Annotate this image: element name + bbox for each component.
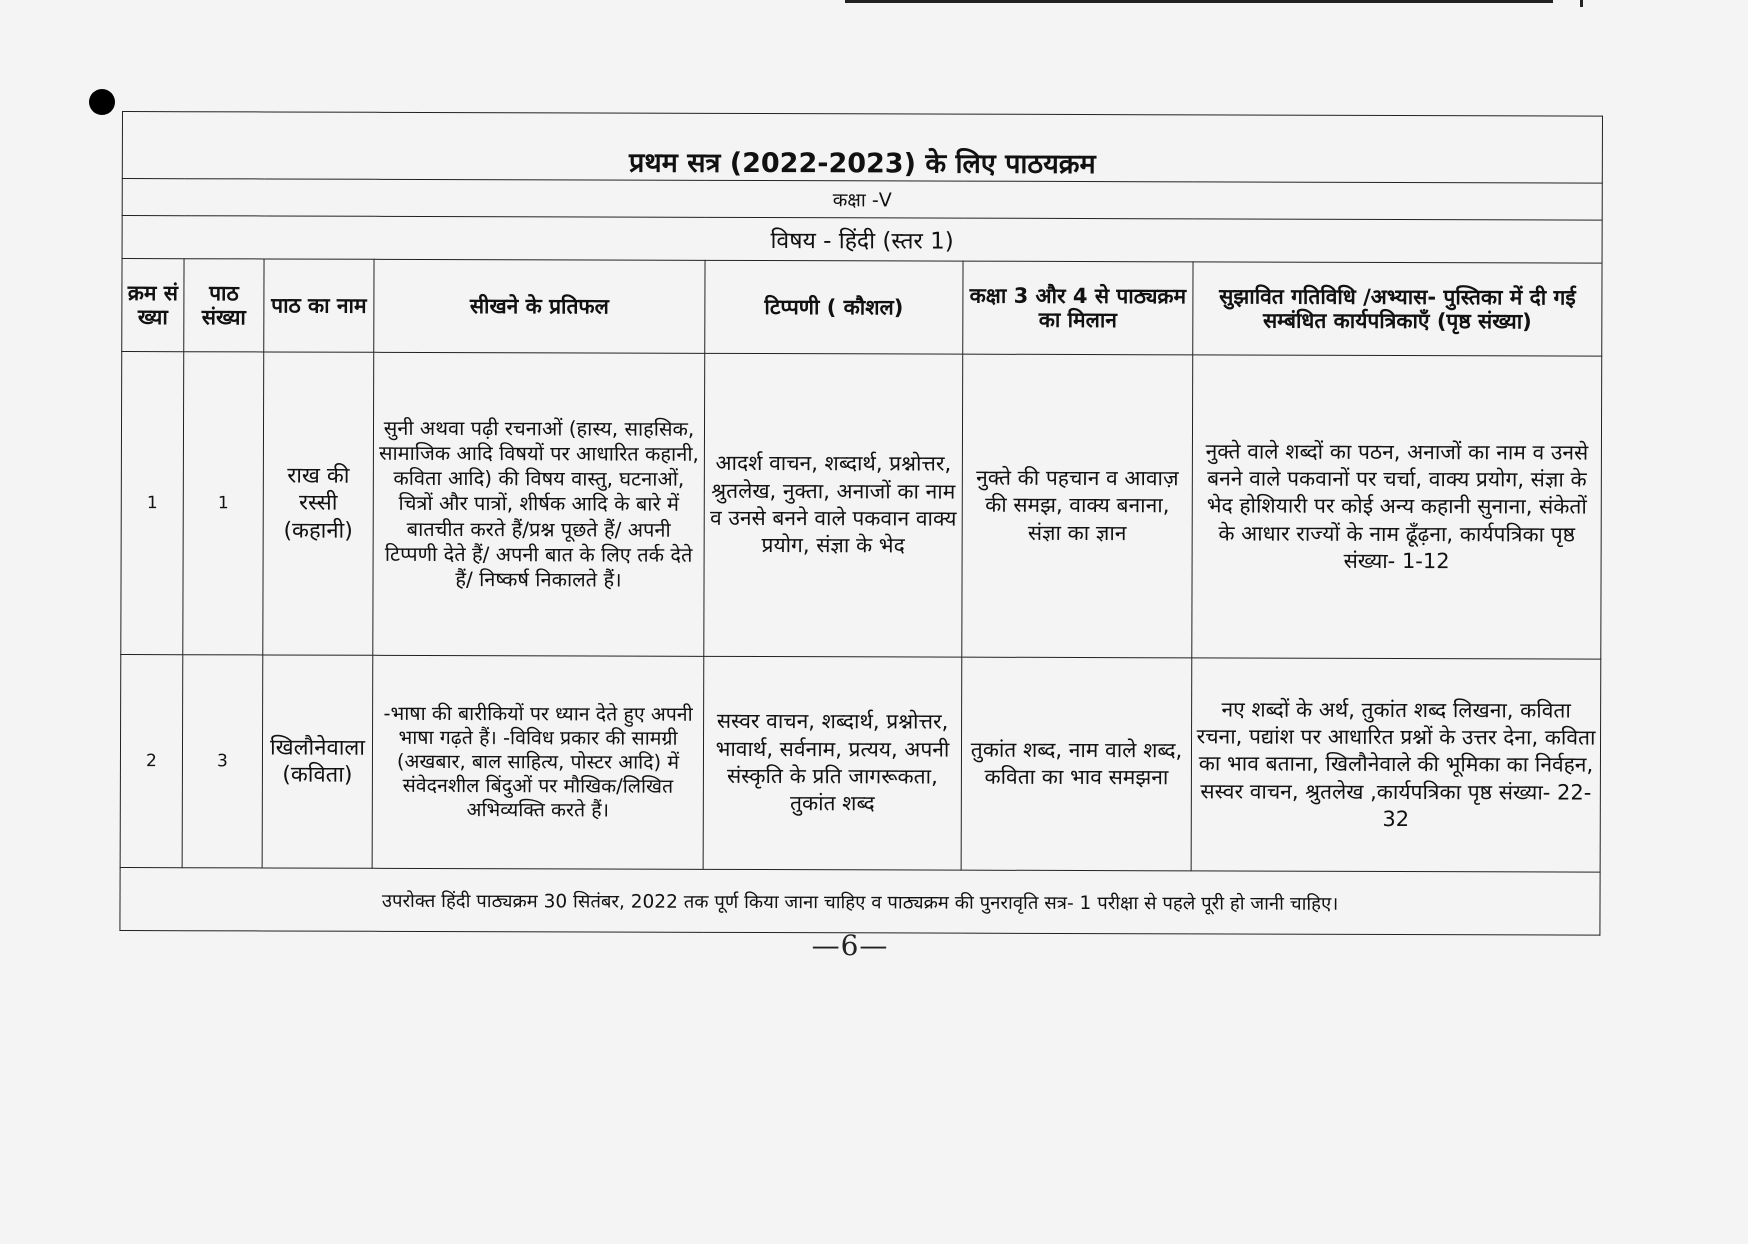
cell-serial: 2 [120,654,183,867]
subject-label: विषय - हिंदी (स्तर 1) [122,216,1602,264]
page-number: —6— [811,929,889,962]
cell-serial: 1 [121,352,184,655]
cell-lesson-number: 3 [182,655,263,868]
header-curriculum-mapping: कक्षा 3 और 4 से पाठ्यक्रम का मिलान [963,261,1193,355]
table-row [120,654,1601,872]
header-activities: सुझावित गतिविधि /अभ्यास- पुस्तिका में दी गई सम्बंधित कार्यपत्रिकाएँ (पृष्ठ संख्या) [1193,262,1602,356]
cell-lesson-name: खिलौनेवाला (कविता) [262,655,373,868]
header-remarks: टिप्पणी ( कौशल) [705,260,963,354]
syllabus-sheet [119,111,1602,934]
cell-remarks: सस्वर वाचन, शब्दार्थ, प्रश्नोत्तर, भावार्थ, सर्वनाम, प्रत्यय, अपनी संस्कृति के प्रति जागरूकता, तुकांत शब्द [703,656,962,870]
cell-remarks: आदर्श वाचन, शब्दार्थ, प्रश्नोत्तर, श्रुतलेख, नुक्ता, अनाजों का नाम व उनसे बनने वाले पकवान वाक्य प्रयोग, संज्ञा के भेद [704,353,963,657]
title-row [122,112,1602,184]
cell-learning-outcomes: सुनी अथवा पढ़ी रचनाओं (हास्य, साहसिक, सामाजिक आदि विषयों पर आधारित कहानी, कविता आदि) की विषय वास्तु, घटनाओं, चित्रों और पात्रों, शीर्षक आदि के बारे में बातचीत करते हैं/प्रश्न पूछते हैं/ अपनी टिप्पणी देते हैं/ अपनी बात के लिए तर्क देते हैं/ निष्कर्ष निकालते हैं। [373,352,705,656]
cell-lesson-number: 1 [183,352,264,655]
class-label: कक्षा -V [122,179,1602,221]
top-border-tick [1580,0,1583,7]
cell-activities: नुक्ते वाले शब्दों का पठन, अनाजों का नाम व उनसे बनने वाले पकवानों पर चर्चा, वाक्य प्रयोग, संज्ञा के भेद होशियारी पर कोई अन्य कहानी सुनाना, संकेतों के आधार राज्यों के नाम ढूँढ़ना, कार्यपत्रिका पृष्ठ संख्या- 1-12 [1192,355,1602,659]
header-row [122,259,1602,357]
syllabus-table [119,111,1603,936]
top-border-line [845,0,1553,3]
cell-curriculum-mapping: नुक्ते की पहचान व आवाज़ की समझ, वाक्य बनाना, संज्ञा का ज्ञान [962,354,1193,658]
footer-note: उपरोक्त हिंदी पाठ्यक्रम 30 सितंबर, 2022 तक पूर्ण किया जाना चाहिए व पाठ्यक्रम की पुनरावृति सत्र- 1 परीक्षा से पहले पूरी हो जानी चाहिए। [120,867,1600,935]
page-title: प्रथम सत्र (2022-2023) के लिए पाठयक्रम [629,147,1096,181]
cell-lesson-name: राख की रस्सी (कहानी) [263,352,374,655]
header-lesson-number: पाठ संख्या [184,259,264,352]
cell-activities: नए शब्दों के अर्थ, तुकांत शब्द लिखना, कविता रचना, पद्यांश पर आधारित प्रश्नों के उत्तर देना, कविता का भाव बताना, खिलौनेवाले की भूमिका का निर्वहन, सस्वर वाचन, श्रुतलेख ,कार्यपत्रिका पृष्ठ संख्या- 22-32 [1191,658,1601,872]
table-row [121,352,1602,660]
cell-curriculum-mapping: तुकांत शब्द, नाम वाले शब्द, कविता का भाव समझना [961,657,1192,871]
header-serial: क्रम सं ख्या [122,259,184,352]
punch-hole [89,89,115,115]
header-learning-outcomes: सीखने के प्रतिफल [374,259,705,353]
header-lesson-name: पाठ का नाम [264,259,374,352]
cell-learning-outcomes: -भाषा की बारीकियों पर ध्यान देते हुए अपनी भाषा गढ़ते हैं। -विविध प्रकार की सामग्री (अखबार, बाल साहित्य, पोस्टर आदि) में संवेदनशील बिंदुओं पर मौखिक/लिखित अभिव्यक्ति करते हैं। [372,655,704,869]
